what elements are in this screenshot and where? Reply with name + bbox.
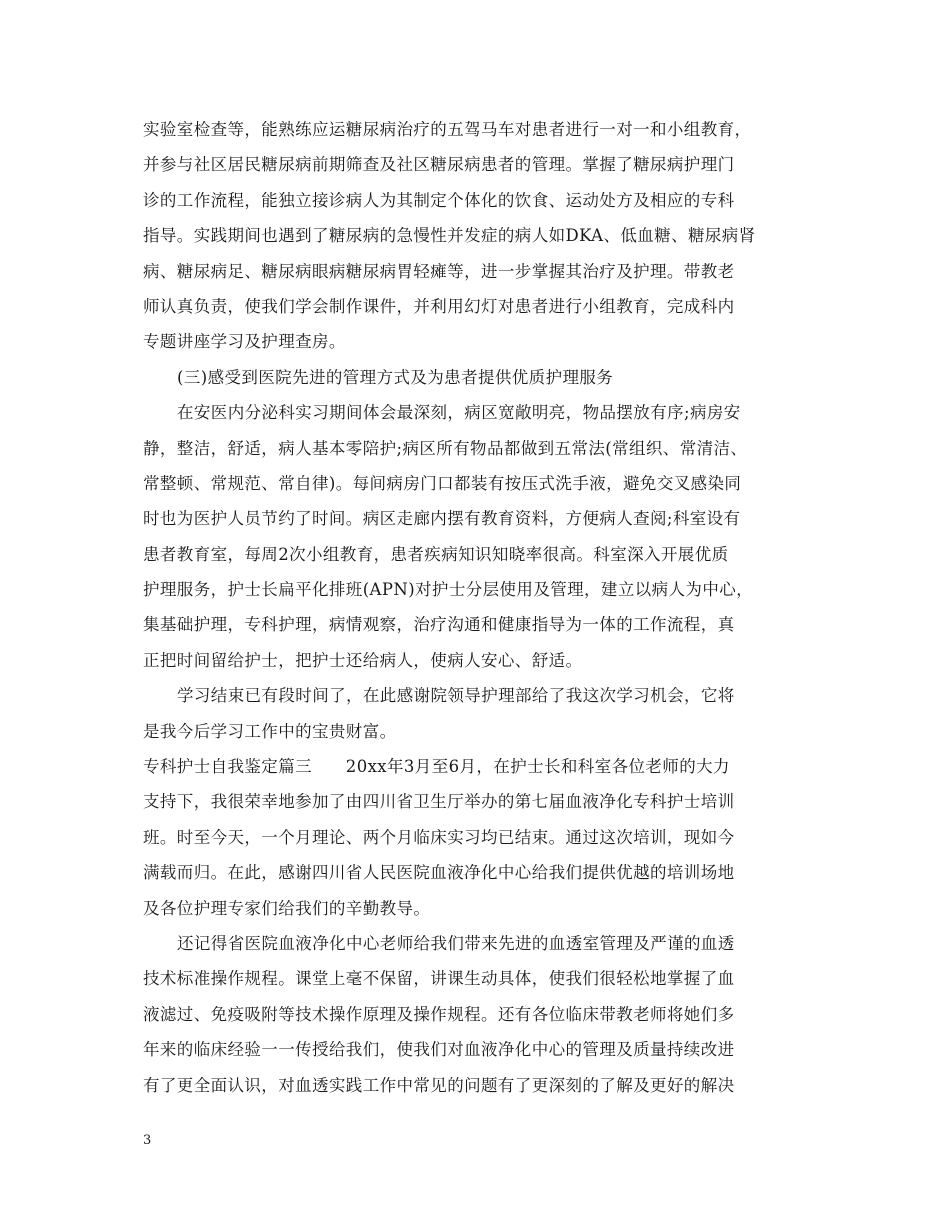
text-line: 诊的工作流程，能独立接诊病人为其制定个体化的饮食、运动处方及相应的专科	[143, 190, 735, 210]
text-line: 正把时间留给护士，把护士还给病人，使病人安心、舒适。	[143, 650, 583, 670]
text-line: 患者教育室，每周2次小组教育，患者疾病知识知晓率很高。科室深入开展优质	[143, 544, 729, 564]
text-line: 专题讲座学习及护理查房。	[143, 332, 346, 352]
text-line: 师认真负责，使我们学会制作课件，并利用幻灯对患者进行小组教育，完成科内	[143, 296, 735, 316]
text-line: 并参与社区居民糖尿病前期筛查及社区糖尿病患者的管理。掌握了糖尿病护理门	[143, 155, 735, 175]
text-line: 病、糖尿病足、糖尿病眼病糖尿病胃轻瘫等，进一步掌握其治疗及护理。带教老	[143, 261, 735, 281]
text-line: 学习结束已有段时间了，在此感谢院领导护理部给了我这次学习机会，它将	[177, 686, 735, 706]
text-line: 实验室检查等，能熟练应运糖尿病治疗的五驾马车对患者进行一对一和小组教育，	[143, 120, 752, 139]
text-line: 年来的临床经验一一传授给我们，使我们对血液净化中心的管理及质量持续改进	[143, 1040, 735, 1060]
text-line: 支持下，我很荣幸地参加了由四川省卫生厅举办的第七届血液净化专科护士培训	[143, 792, 735, 812]
text-line: 护理服务，护士长扁平化排班(APN)对护士分层使用及管理，建立以病人为中心，	[143, 580, 754, 600]
text-line: 专科护士自我鉴定篇三 20xx年3月至6月，在护士长和科室各位老师的大力	[143, 757, 730, 777]
text-line: 还记得省医院血液净化中心老师给我们带来先进的血透室管理及严谨的血透	[177, 933, 735, 953]
text-line: 指导。实践期间也遇到了糖尿病的急慢性并发症的病人如DKA、低血糖、糖尿病肾	[143, 226, 756, 246]
text-line: 时也为医护人员节约了时间。病区走廊内摆有教育资料，方便病人查阅;科室设有	[143, 509, 741, 529]
text-line: 有了更全面认识，对血透实践工作中常见的问题有了更深刻的了解及更好的解决	[143, 1075, 735, 1095]
text-line: (三)感受到医院先进的管理方式及为患者提供优质护理服务	[177, 367, 614, 387]
text-line: 静，整洁，舒适，病人基本零陪护;病区所有物品都做到五常法(常组织、常清洁、	[143, 438, 748, 458]
text-line: 满载而归。在此，感谢四川省人民医院血液净化中心给我们提供优越的培训场地	[143, 863, 735, 883]
text-line: 液滤过、免疫吸附等技术操作原理及操作规程。还有各位临床带教老师将她们多	[143, 1004, 735, 1024]
document-body	[143, 112, 833, 1103]
text-line: 在安医内分泌科实习期间体会最深刻，病区宽敞明亮，物品摆放有序;病房安	[177, 403, 741, 423]
text-line: 常整顿、常规范、常自律)。每间病房门口都装有按压式洗手液，避免交叉感染同	[143, 473, 742, 493]
text-line: 是我今后学习工作中的宝贵财富。	[143, 721, 397, 741]
text-line: 技术标准操作规程。课堂上毫不保留，讲课生动具体，使我们很轻松地掌握了血	[143, 969, 735, 989]
page-number: 3	[143, 1133, 152, 1148]
text-line: 班。时至今天，一个月理论、两个月临床实习均已结束。通过这次培训，现如今	[143, 827, 735, 847]
text-line: 及各位护理专家们给我们的辛勤教导。	[143, 898, 431, 918]
text-line: 集基础护理，专科护理，病情观察，治疗沟通和健康指导为一体的工作流程，真	[143, 615, 735, 635]
